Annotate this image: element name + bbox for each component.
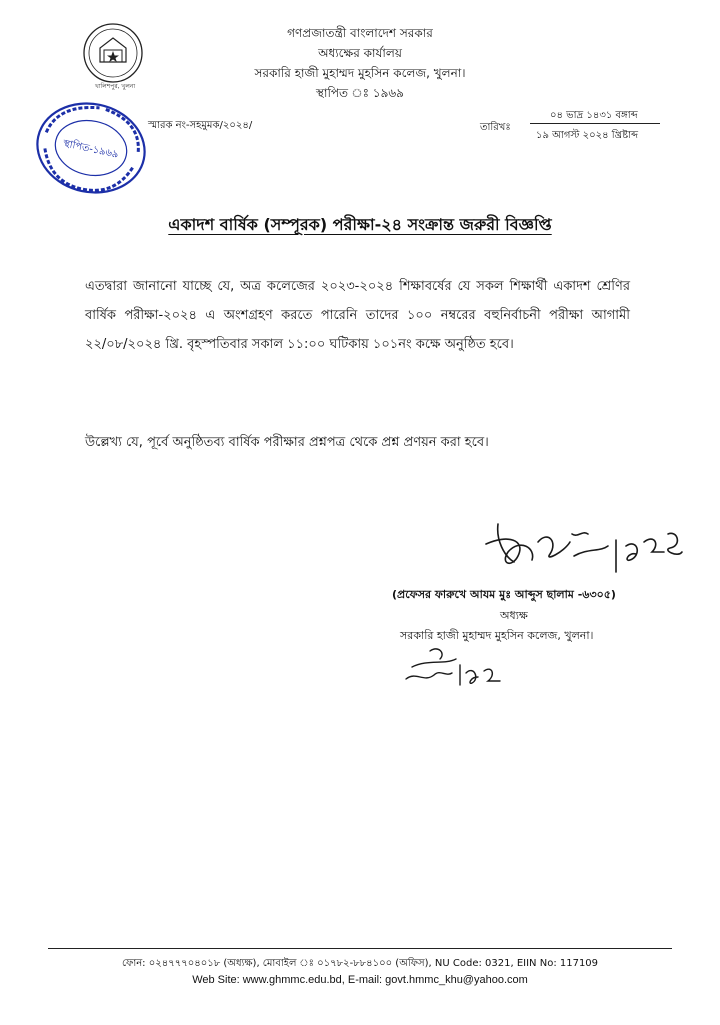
established-line: স্থাপিত ঃ ১৯৬৯ <box>316 86 404 100</box>
date-english: ১৯ আগস্ট ২০২৪ খ্রিষ্টাব্দ <box>536 130 639 141</box>
signatory-name: (প্রফেসর ফারুখে আযম মুঃ আব্দুস ছালাম -৬৩০৫) <box>392 588 616 601</box>
body-paragraph-1: এতদ্বারা জানানো যাচ্ছে যে, অত্র কলেজের ২০২৩-২০২৪ শিক্ষাবর্ষের যে সকল শিক্ষার্থী একাদশ শ্রেণির বার্ষিক পরীক্ষা-২০২৪ এ অংশগ্রহণ করতে পারেনি তাদের ১০০ নম্বরের বহুনির্বাচনী পরীক্ষা আগামী ২২/০৮/২০২৪ খ্রি. বৃহস্পতিবার সকাল ১১:০০ ঘটিকায় ১০১নং কক্ষে অনুষ্ঠিত হবে। <box>85 279 630 352</box>
logo-caption: খালিশপুর, খুলনা <box>94 83 136 90</box>
date-label: তারিখঃ <box>480 122 511 133</box>
office-heading: অধ্যক্ষের কার্যালয় <box>318 46 402 60</box>
footer-contact: ফোন: ০২৪৭৭৭০৪০১৮ (অধ্যক্ষ), মোবাইল ঃ ০১৭৮২-৮৮৪১০০ (অফিস), NU Code: 0321, EIIN No: 117109 <box>121 958 599 969</box>
date-block <box>480 108 660 148</box>
initials-signature <box>400 643 510 691</box>
body-paragraph-2: উল্লেখ্য যে, পূর্বে অনুষ্ঠিতব্য বার্ষিক পরীক্ষার প্রশ্নপত্র থেকে প্রশ্ন প্রণয়ন করা হবে। <box>85 435 489 450</box>
svg-text:স্থাপিত-১৯৬৯: স্থাপিত-১৯৬৯ <box>62 138 120 161</box>
date-divider <box>530 123 660 124</box>
notice-title: একাদশ বার্ষিক (সম্পূরক) পরীক্ষা-২৪ সংক্রান্ত জরুরী বিজ্ঞপ্তি <box>168 215 552 234</box>
college-logo-icon <box>82 22 144 84</box>
college-seal-stamp <box>30 98 152 198</box>
footer-website: Web Site: www.ghmmc.edu.bd, E-mail: govt.hmmc_khu@yahoo.com <box>192 974 528 986</box>
signatory-designation: অধ্যক্ষ <box>500 609 528 622</box>
date-bangla: ০৪ ভাদ্র ১৪৩১ বঙ্গাব্দ <box>550 110 638 121</box>
govt-heading: গণপ্রজাতন্ত্রী বাংলাদেশ সরকার <box>287 26 433 40</box>
principal-signature <box>478 512 688 582</box>
signatory-college: সরকারি হাজী মুহাম্মদ মুহসিন কলেজ, খুলনা। <box>400 629 594 642</box>
college-heading: সরকারি হাজী মুহাম্মদ মুহসিন কলেজ, খুলনা। <box>254 66 466 80</box>
reference-number: স্মারক নং-সহমুমক/২০২৪/ <box>148 120 253 131</box>
footer-divider <box>48 948 672 949</box>
